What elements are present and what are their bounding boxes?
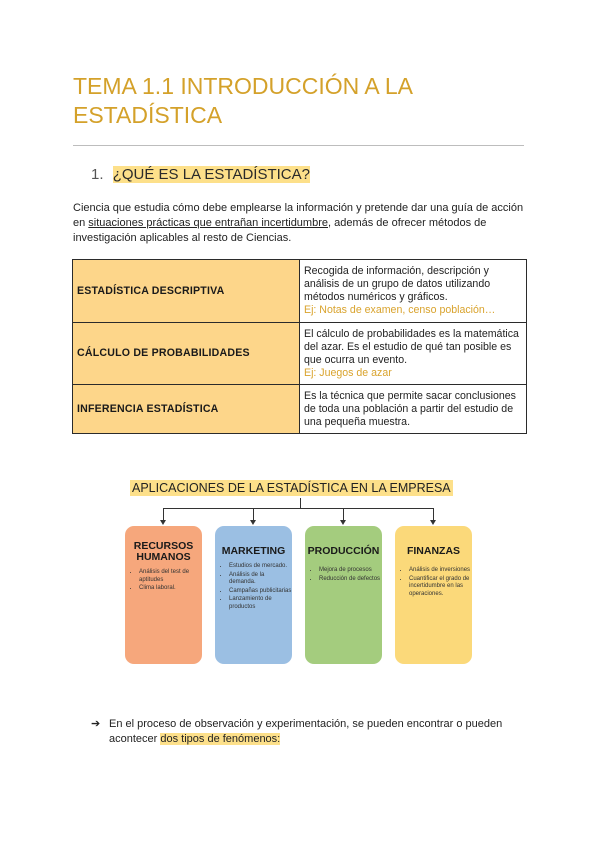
- list-item: • Mejora de procesos: [319, 567, 382, 575]
- intro-text-1: Ciencia que estudia cómo debe emplearse la información y pretende dar una guía de acción en: [73, 202, 524, 229]
- connector-trunk: [300, 498, 301, 508]
- section-number: 1.: [91, 166, 104, 183]
- definition-cell: [300, 385, 527, 434]
- bullet-highlight: dos tipos de fenómenos:: [160, 733, 281, 745]
- list-item: • Clima laboral.: [139, 585, 202, 593]
- definition-text: Recogida de información, descripción y análisis de un grupo de datos utilizando métodos numéricos y gráficos.: [304, 265, 491, 303]
- term-cell: ESTADÍSTICA DESCRIPTIVA: [73, 260, 300, 323]
- section-heading: [91, 166, 310, 183]
- example-text: Ej: Notas de examen, censo población…: [304, 304, 496, 316]
- bullet-text-line1: En el proceso de observación y experimentación, se pueden encontrar o pueden: [109, 718, 503, 730]
- definition-cell: [300, 323, 527, 385]
- card-heading: RECURSOS HUMANOS: [133, 540, 194, 563]
- applications-diagram: [122, 478, 478, 668]
- list-item: • Reducción de defectos: [319, 576, 382, 584]
- card-heading: FINANZAS: [406, 545, 461, 557]
- term-cell: INFERENCIA ESTADÍSTICA: [73, 385, 300, 434]
- connector-bar: [163, 508, 434, 509]
- title-divider: [73, 145, 524, 146]
- example-text: Ej: Juegos de azar: [304, 366, 392, 379]
- card-heading: MARKETING: [221, 545, 286, 557]
- list-item: • Análisis del test de aptitudes: [139, 569, 202, 584]
- definition-text: El cálculo de probabilidades es la matemática del azar. Es el estudio de qué tan posible es que ocurra un evento.: [304, 327, 519, 366]
- list-item: • Cuantificar el grado de incertidumbre en las operaciones.: [409, 576, 472, 599]
- card-list: [125, 569, 202, 593]
- table-row: [73, 260, 527, 323]
- list-item: • Análisis de inversiones: [409, 567, 472, 575]
- concepts-table: [72, 259, 527, 434]
- card-list: [395, 567, 472, 598]
- intro-underlined: situaciones prácticas que entrañan incertidumbre: [88, 217, 328, 229]
- bullet-paragraph: [91, 717, 531, 747]
- card-list: [215, 563, 292, 611]
- list-item: • Análisis de la demanda.: [229, 572, 292, 587]
- arrow-icon: [160, 520, 166, 525]
- table-row: [73, 385, 527, 434]
- list-item: • Estudios de mercado.: [229, 563, 292, 571]
- table-row: [73, 323, 527, 385]
- card-heading: PRODUCCIÓN: [307, 545, 380, 557]
- intro-text-2: , además de ofrecer métodos de investigación aplicables al resto de Ciencias.: [73, 217, 487, 244]
- bullet-continuation: [91, 732, 531, 747]
- term-cell: CÁLCULO DE PROBABILIDADES: [73, 323, 300, 385]
- definition-text: Es la técnica que permite sacar conclusiones de toda una población a partir del estudio de una pequeña muestra.: [304, 389, 516, 428]
- card-marketing: [215, 526, 292, 664]
- definition-cell: [300, 260, 527, 323]
- list-item: • Campañas publicitarias: [229, 588, 292, 596]
- arrow-icon: [340, 520, 346, 525]
- arrow-icon: [430, 520, 436, 525]
- list-item: • Lanzamiento de productos: [229, 596, 292, 611]
- card-recursos-humanos: [125, 526, 202, 664]
- bullet-text-prefix: acontecer: [109, 733, 161, 745]
- card-finanzas: [395, 526, 472, 664]
- diagram-title: APLICACIONES DE LA ESTADÍSTICA EN LA EMPRESA: [132, 481, 451, 495]
- arrow-icon: [250, 520, 256, 525]
- section-heading-text: ¿QUÉ ES LA ESTADÍSTICA?: [112, 166, 310, 183]
- card-list: [305, 567, 382, 583]
- card-produccion: [305, 526, 382, 664]
- intro-paragraph: [73, 201, 529, 246]
- arrow-bullet-icon: ➔: [91, 718, 101, 730]
- page-title: TEMA 1.1 INTRODUCCIÓN A LA ESTADÍSTICA: [73, 73, 412, 128]
